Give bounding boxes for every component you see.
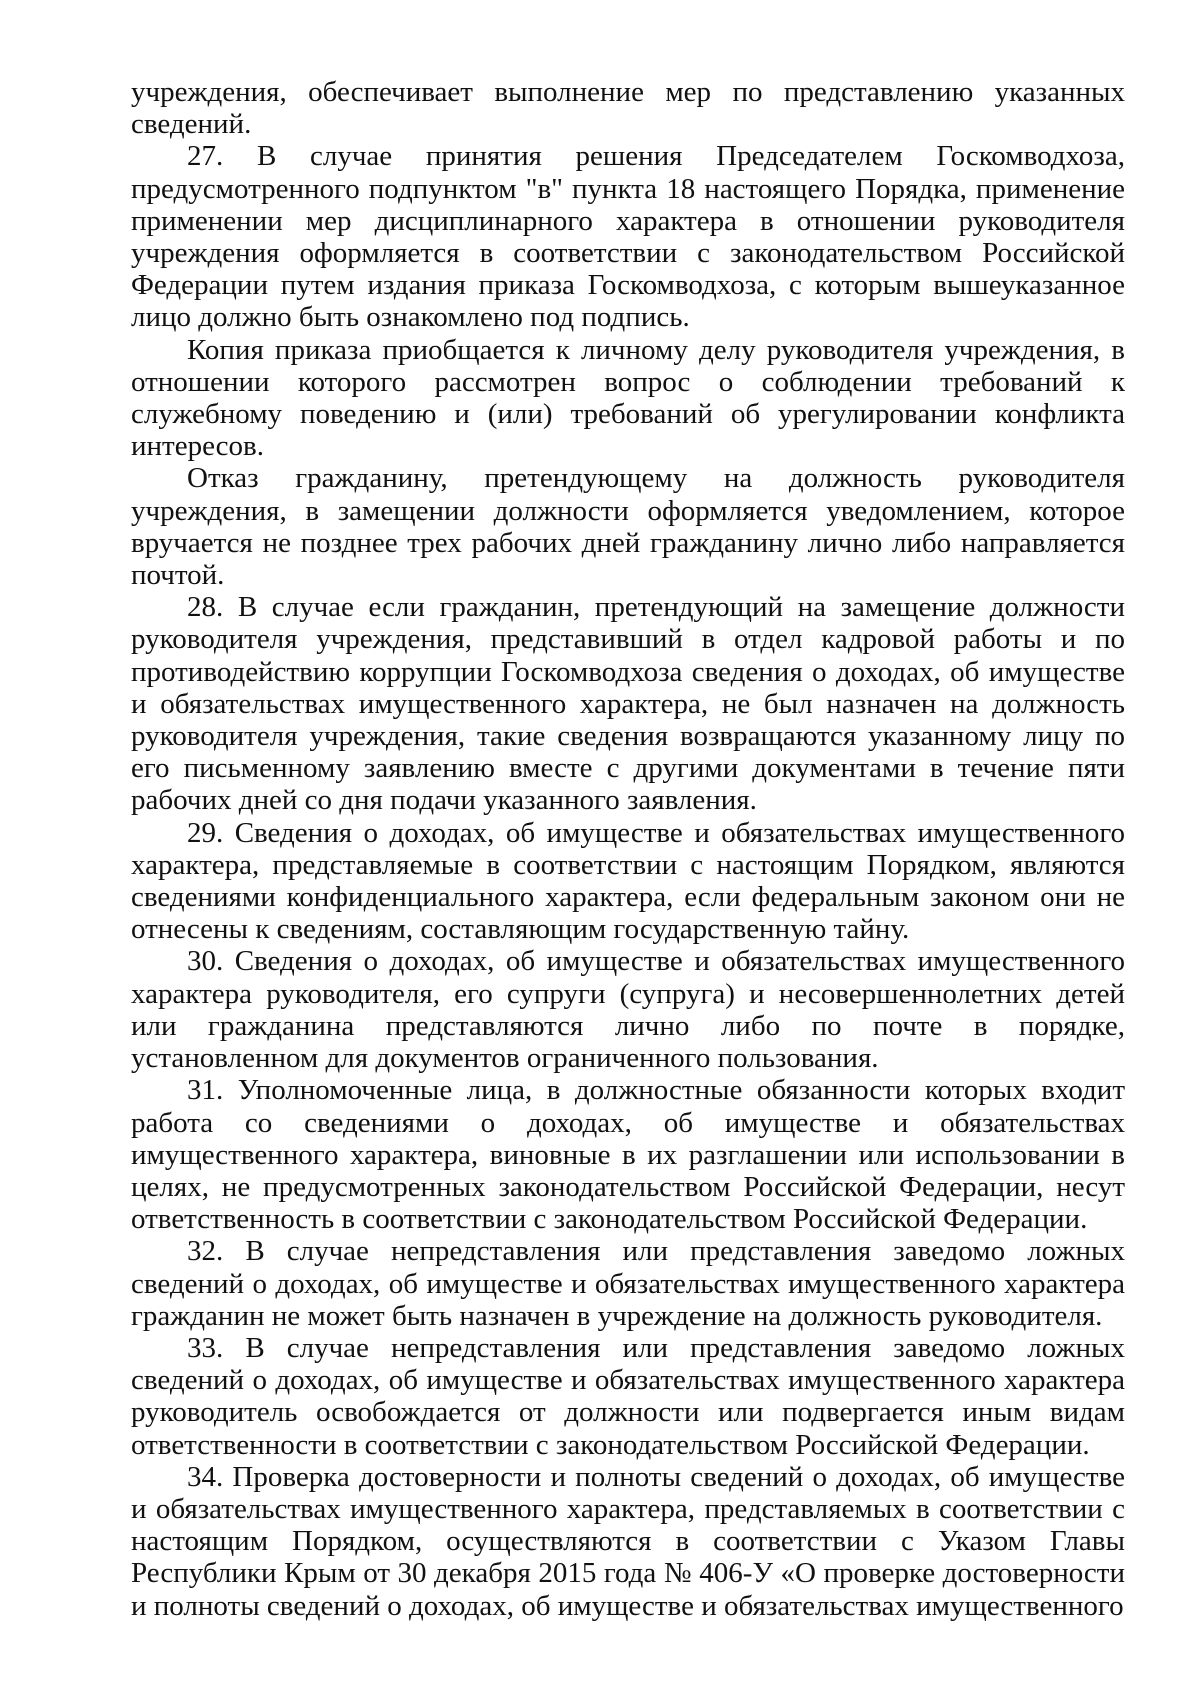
paragraph-32: 32. В случае непредставления или представления заведомо ложных сведений о доходах, об имуществе и обязательствах имущественного характера гражданин не может быть назначен в учреждение на должность руководителя. (131, 1235, 1125, 1332)
paragraph-31: 31. Уполномоченные лица, в должностные обязанности которых входит работа со сведениями о доходах, об имуществе и обязательствах имущественного характера, виновные в их разглашении или использовании в целях, не предусмотренных законодательством Российской Федерации, несут ответственность в соответствии с законодательством Российской Федерации. (131, 1074, 1125, 1236)
paragraph-34: 34. Проверка достоверности и полноты сведений о доходах, об имуществе и обязательствах имущественного характера, представляемых в соответствии с настоящим Порядком, осуществляются в соответствии с Указом Главы Республики Крым от 30 декабря 2015 года № 406-У «О проверке достоверности и полноты сведений о доходах, об имуществе и обязательствах имущественного (131, 1460, 1125, 1622)
paragraph-28: 28. В случае если гражданин, претендующий на замещение должности руководителя учреждения, представивший в отдел кадровой работы и по противодействию коррупции Госкомводхоза сведения о доходах, об имуществе и обязательствах имущественного характера, не был назначен на должность руководителя учреждения, такие сведения возвращаются указанному лицу по его письменному заявлению вместе с другими документами в течение пяти рабочих дней со дня подачи указанного заявления. (131, 591, 1125, 817)
paragraph-27-copy-order: Копия приказа приобщается к личному делу руководителя учреждения, в отношении которого рассмотрен вопрос о соблюдении требований к служебному поведению и (или) требований об урегулировании конфликта интересов. (131, 333, 1125, 463)
paragraph-33: 33. В случае непредставления или представления заведомо ложных сведений о доходах, об имуществе и обязательствах имущественного характера руководитель освобождается от должности или подвергается иным видам ответственности в соответствии с законодательством Российской Федерации. (131, 1331, 1125, 1461)
paragraph-29: 29. Сведения о доходах, об имуществе и обязательствах имущественного характера, представляемые в соответствии с настоящим Порядком, являются сведениями конфиденциального характера, если федеральным законом они не отнесены к сведениям, составляющим государственную тайну. (131, 816, 1125, 946)
paragraph-27-refusal: Отказ гражданину, претендующему на должность руководителя учреждения, в замещении должности оформляется уведомлением, которое вручается не позднее трех рабочих дней гражданину лично либо направляется почтой. (131, 462, 1125, 592)
paragraph-27: 27. В случае принятия решения Председателем Госкомводхоза, предусмотренного подпунктом "в" пункта 18 настоящего Порядка, применение применении мер дисциплинарного характера в отношении руководителя учреждения оформляется в соответствии с законодательством Российской Федерации путем издания приказа Госкомводхоза, с которым вышеуказанное лицо должно быть ознакомлено под подпись. (131, 140, 1125, 334)
paragraph-30: 30. Сведения о доходах, об имуществе и обязательствах имущественного характера руководителя, его супруги (супруга) и несовершеннолетних детей или гражданина представляются лично либо по почте в порядке, установленном для документов ограниченного пользования. (131, 945, 1125, 1075)
document-body (131, 76, 1125, 1622)
paragraph-continuation: учреждения, обеспечивает выполнение мер по представлению указанных сведений. (131, 76, 1125, 141)
